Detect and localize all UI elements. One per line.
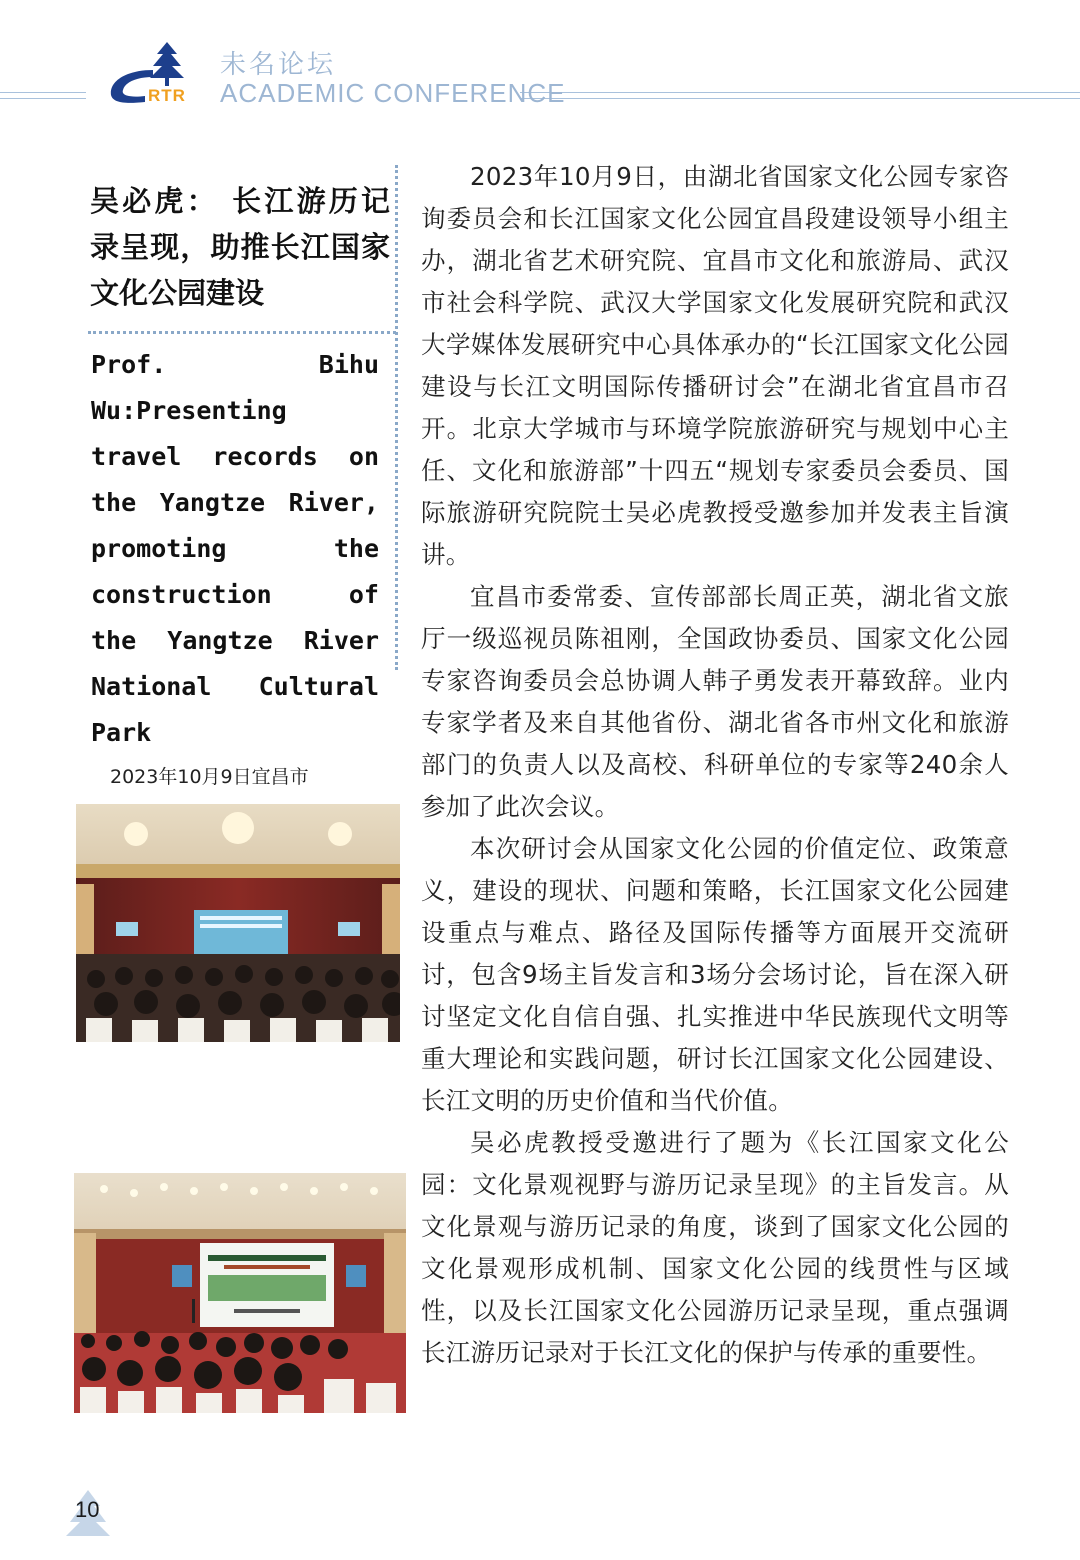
title-divider-horizontal xyxy=(88,331,396,334)
header-rule-right xyxy=(520,92,1080,93)
article-body xyxy=(421,156,1009,1374)
conference-photo-1 xyxy=(76,804,400,1042)
article-paragraph-2: 宜昌市委常委、宣传部部长周正英，湖北省文旅厅一级巡视员陈祖刚，全国政协委员、国家文化公园专家咨询委员会总协调人韩子勇发表开幕致辞。业内专家学者及来自其他省份、湖北省各市州文化和旅游部门的负责人以及高校、科研单位的专家等240余人参加了此次会议。 xyxy=(421,582,1009,821)
header-rule-left xyxy=(0,92,86,93)
page-number: 10 xyxy=(75,1497,100,1522)
article-title-cn: 吴必虎： 长江游历记录呈现，助推长江国家文化公园建设 xyxy=(90,184,390,310)
article-title-en xyxy=(91,342,379,756)
article-date-place: 2023年10月9日宜昌市 xyxy=(110,766,309,788)
logo-text: RTR xyxy=(148,86,186,105)
article-title-en-last: Park xyxy=(91,718,152,747)
page-header xyxy=(0,0,1080,130)
column-divider-vertical xyxy=(395,165,398,670)
header-rule-right-2 xyxy=(520,98,1080,99)
article-title-en-main: Prof. Bihu Wu:Presenting travel records on the Yangtze River, promoting the construction of the Yangtze River National Cultural xyxy=(91,350,379,701)
presentation-hall-image xyxy=(74,1173,406,1413)
article-paragraph-1: 2023年10月9日，由湖北省国家文化公园专家咨询委员会和长江国家文化公园宜昌段建设领导小组主办，湖北省艺术研究院、宜昌市文化和旅游局、武汉市社会科学院、武汉大学国家文化发展研究院和武汉大学媒体发展研究中心具体承办的“长江国家文化公园建设与长江文明国际传播研讨会”在湖北省宜昌市召开。北京大学城市与环境学院旅游研究与规划中心主任、文化和旅游部”十四五“规划专家委员会委员、国际旅游研究院院士吴必虎教授受邀参加并发表主旨演讲。 xyxy=(421,162,1009,569)
conference-hall-image xyxy=(76,804,400,1042)
header-title-en: ACADEMIC CONFERENCE xyxy=(220,78,566,108)
article-paragraph-4: 吴必虎教授受邀进行了题为《长江国家文化公园：文化景观视野与游历记录呈现》的主旨发言。从文化景观与游历记录的角度，谈到了国家文化公园的文化景观形成机制、国家文化公园的线贯性与区域性，以及长江国家文化公园游历记录呈现，重点强调长江游历记录对于长江文化的保护与传承的重要性。 xyxy=(421,1128,1009,1367)
article-paragraph-3: 本次研讨会从国家文化公园的价值定位、政策意义，建设的现状、问题和策略，长江国家文化公园建设重点与难点、路径及国际传播等方面展开交流研讨，包含9场主旨发言和3场分会场讨论，旨在深入研讨坚定文化自信自强、扎实推进中华民族现代文明等重大理论和实践问题，研讨长江国家文化公园建设、长江文明的历史价值和当代价值。 xyxy=(421,834,1009,1115)
conference-photo-2 xyxy=(74,1173,406,1413)
header-rule-left-2 xyxy=(0,98,86,99)
header-title-cn: 未名论坛 xyxy=(220,50,337,80)
